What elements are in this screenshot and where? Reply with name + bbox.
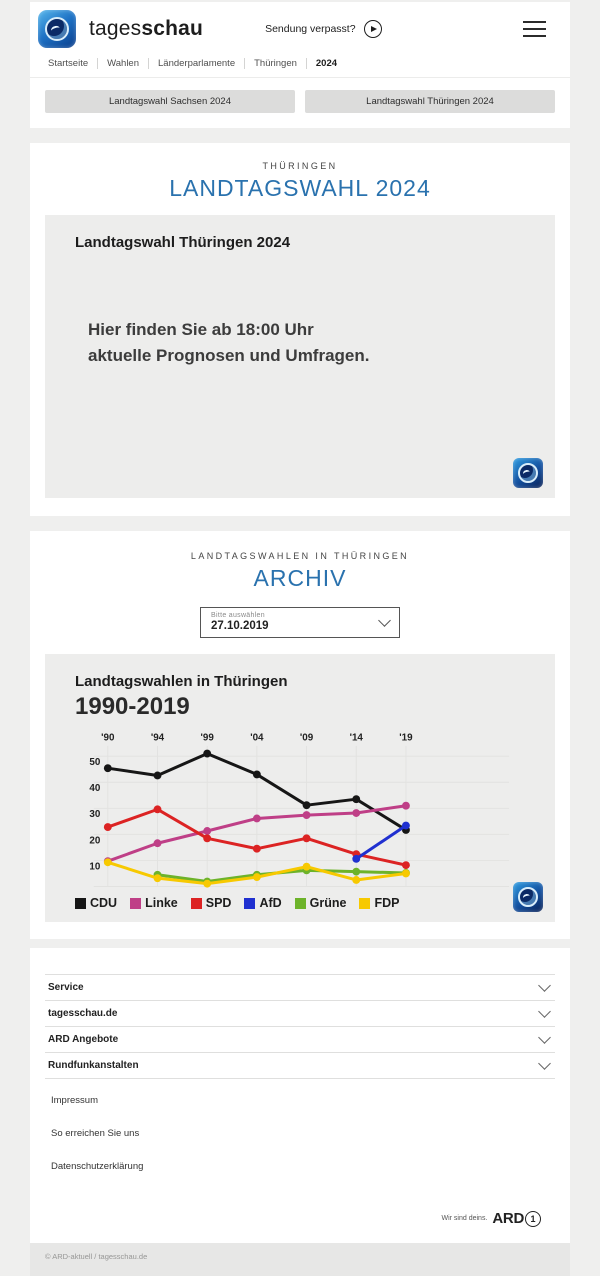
archive-section xyxy=(30,531,570,939)
svg-text:30: 30 xyxy=(89,809,101,821)
legend-item xyxy=(130,896,178,910)
breadcrumb xyxy=(30,53,570,78)
legend-label: SPD xyxy=(205,896,232,910)
svg-text:'99: '99 xyxy=(200,732,214,744)
election-date-select[interactable] xyxy=(200,607,400,638)
breadcrumb-item[interactable]: Länderparlamente xyxy=(148,58,244,69)
footer-link[interactable]: Datenschutzerklärung xyxy=(51,1161,144,1172)
quick-link-button[interactable]: Landtagswahl Thüringen 2024 xyxy=(305,90,555,113)
legend-item xyxy=(75,896,117,910)
archive-kicker: LANDTAGSWAHLEN IN THÜRINGEN xyxy=(190,551,410,561)
quick-links-row xyxy=(30,78,570,128)
chevron-down-icon xyxy=(538,1057,551,1070)
svg-text:10: 10 xyxy=(89,861,101,873)
svg-text:'90: '90 xyxy=(101,732,115,744)
globe-icon xyxy=(45,17,69,41)
header-bar xyxy=(30,2,570,53)
breadcrumb-item[interactable]: Startseite xyxy=(48,58,89,69)
header-section xyxy=(30,2,570,128)
page-column xyxy=(30,0,570,1276)
section-gap xyxy=(30,516,570,531)
svg-text:20: 20 xyxy=(89,835,101,847)
breadcrumb-item[interactable]: Thüringen xyxy=(244,58,306,69)
brand-regular: tages xyxy=(89,17,142,40)
accordion-label: tagesschau.de xyxy=(48,1008,118,1019)
legend-label: Grüne xyxy=(309,896,347,910)
legend-label: FDP xyxy=(374,896,400,910)
legend-swatch xyxy=(191,898,202,909)
teaser-line-2: aktuelle Prognosen und Umfragen. xyxy=(88,345,370,365)
globe-icon xyxy=(518,887,538,907)
accordion-label: Rundfunkanstalten xyxy=(48,1060,139,1071)
chart-subtitle: 1990-2019 xyxy=(75,693,190,720)
tagesschau-logo-icon[interactable] xyxy=(38,10,76,48)
accordion-row[interactable] xyxy=(45,1026,555,1052)
svg-text:'14: '14 xyxy=(349,732,363,744)
globe-icon xyxy=(518,463,538,483)
legend-swatch xyxy=(130,898,141,909)
legend-item xyxy=(359,896,399,910)
svg-text:'19: '19 xyxy=(399,732,413,744)
select-label: Bitte auswählen xyxy=(211,612,265,619)
archive-chart xyxy=(75,729,525,894)
chevron-down-icon xyxy=(538,1031,551,1044)
teaser-card[interactable] xyxy=(45,215,555,498)
breadcrumb-item[interactable]: 2024 xyxy=(306,58,346,69)
chevron-down-icon xyxy=(538,979,551,992)
hamburger-menu-icon[interactable] xyxy=(523,13,546,46)
accordion-row[interactable] xyxy=(45,974,555,1000)
legend-label: AfD xyxy=(259,896,282,910)
chevron-down-icon xyxy=(538,1005,551,1018)
svg-text:'09: '09 xyxy=(299,732,314,744)
archive-title: ARCHIV xyxy=(253,565,347,591)
legend-item xyxy=(191,896,232,910)
legend-swatch xyxy=(75,898,86,909)
svg-text:40: 40 xyxy=(89,783,101,795)
footer-link[interactable]: Impressum xyxy=(51,1095,98,1106)
ard-claim-row xyxy=(45,1210,555,1243)
quick-link-button[interactable]: Landtagswahl Sachsen 2024 xyxy=(45,90,295,113)
legend-swatch xyxy=(359,898,370,909)
ard-logo: ARD xyxy=(492,1210,524,1227)
play-icon[interactable] xyxy=(364,20,382,38)
ard-one-icon: 1 xyxy=(525,1211,541,1227)
footer-section xyxy=(30,948,570,1243)
legend-item xyxy=(295,896,347,910)
legend-swatch xyxy=(244,898,255,909)
tagesschau-watermark-icon xyxy=(513,882,543,912)
brand-wordmark[interactable] xyxy=(89,17,203,41)
copyright-bar xyxy=(30,1243,570,1276)
copyright-text: © ARD-aktuell / tagesschau.de xyxy=(45,1252,148,1261)
footer-accordion xyxy=(45,974,555,1079)
hero-kicker: THÜRINGEN xyxy=(262,161,338,171)
footer-links xyxy=(45,1095,555,1172)
main-section xyxy=(30,143,570,516)
legend-item xyxy=(244,896,281,910)
chevron-down-icon xyxy=(378,614,391,627)
tagesschau-watermark-icon xyxy=(513,458,543,488)
legend-label: Linke xyxy=(145,896,178,910)
accordion-label: ARD Angebote xyxy=(48,1034,119,1045)
svg-text:'04: '04 xyxy=(250,732,264,744)
page-title: LANDTAGSWAHL 2024 xyxy=(169,175,431,201)
accordion-label: Service xyxy=(48,982,84,993)
section-gap xyxy=(30,939,570,948)
footer-link[interactable]: So erreichen Sie uns xyxy=(51,1128,140,1139)
breadcrumb-item[interactable]: Wahlen xyxy=(97,58,148,69)
teaser-body xyxy=(88,317,525,368)
accordion-row[interactable] xyxy=(45,1052,555,1079)
legend-swatch xyxy=(295,898,306,909)
teaser-title: Landtagswahl Thüringen 2024 xyxy=(75,234,291,251)
ard-claim: Wir sind deins. xyxy=(441,1215,488,1222)
teaser-line-1: Hier finden Sie ab 18:00 Uhr xyxy=(88,320,314,339)
svg-text:50: 50 xyxy=(89,757,101,769)
chart-title: Landtagswahlen in Thüringen xyxy=(75,673,288,690)
sendung-verpasst-link[interactable] xyxy=(265,20,381,38)
accordion-row[interactable] xyxy=(45,1000,555,1026)
svg-text:'94: '94 xyxy=(150,732,165,744)
select-value: 27.10.2019 xyxy=(211,620,269,632)
section-gap xyxy=(30,128,570,143)
chart-card xyxy=(45,654,555,922)
legend-label: CDU xyxy=(90,896,118,910)
sendung-verpasst-label: Sendung verpasst? xyxy=(265,23,356,35)
chart-legend xyxy=(75,896,525,910)
brand-bold: schau xyxy=(141,17,204,40)
